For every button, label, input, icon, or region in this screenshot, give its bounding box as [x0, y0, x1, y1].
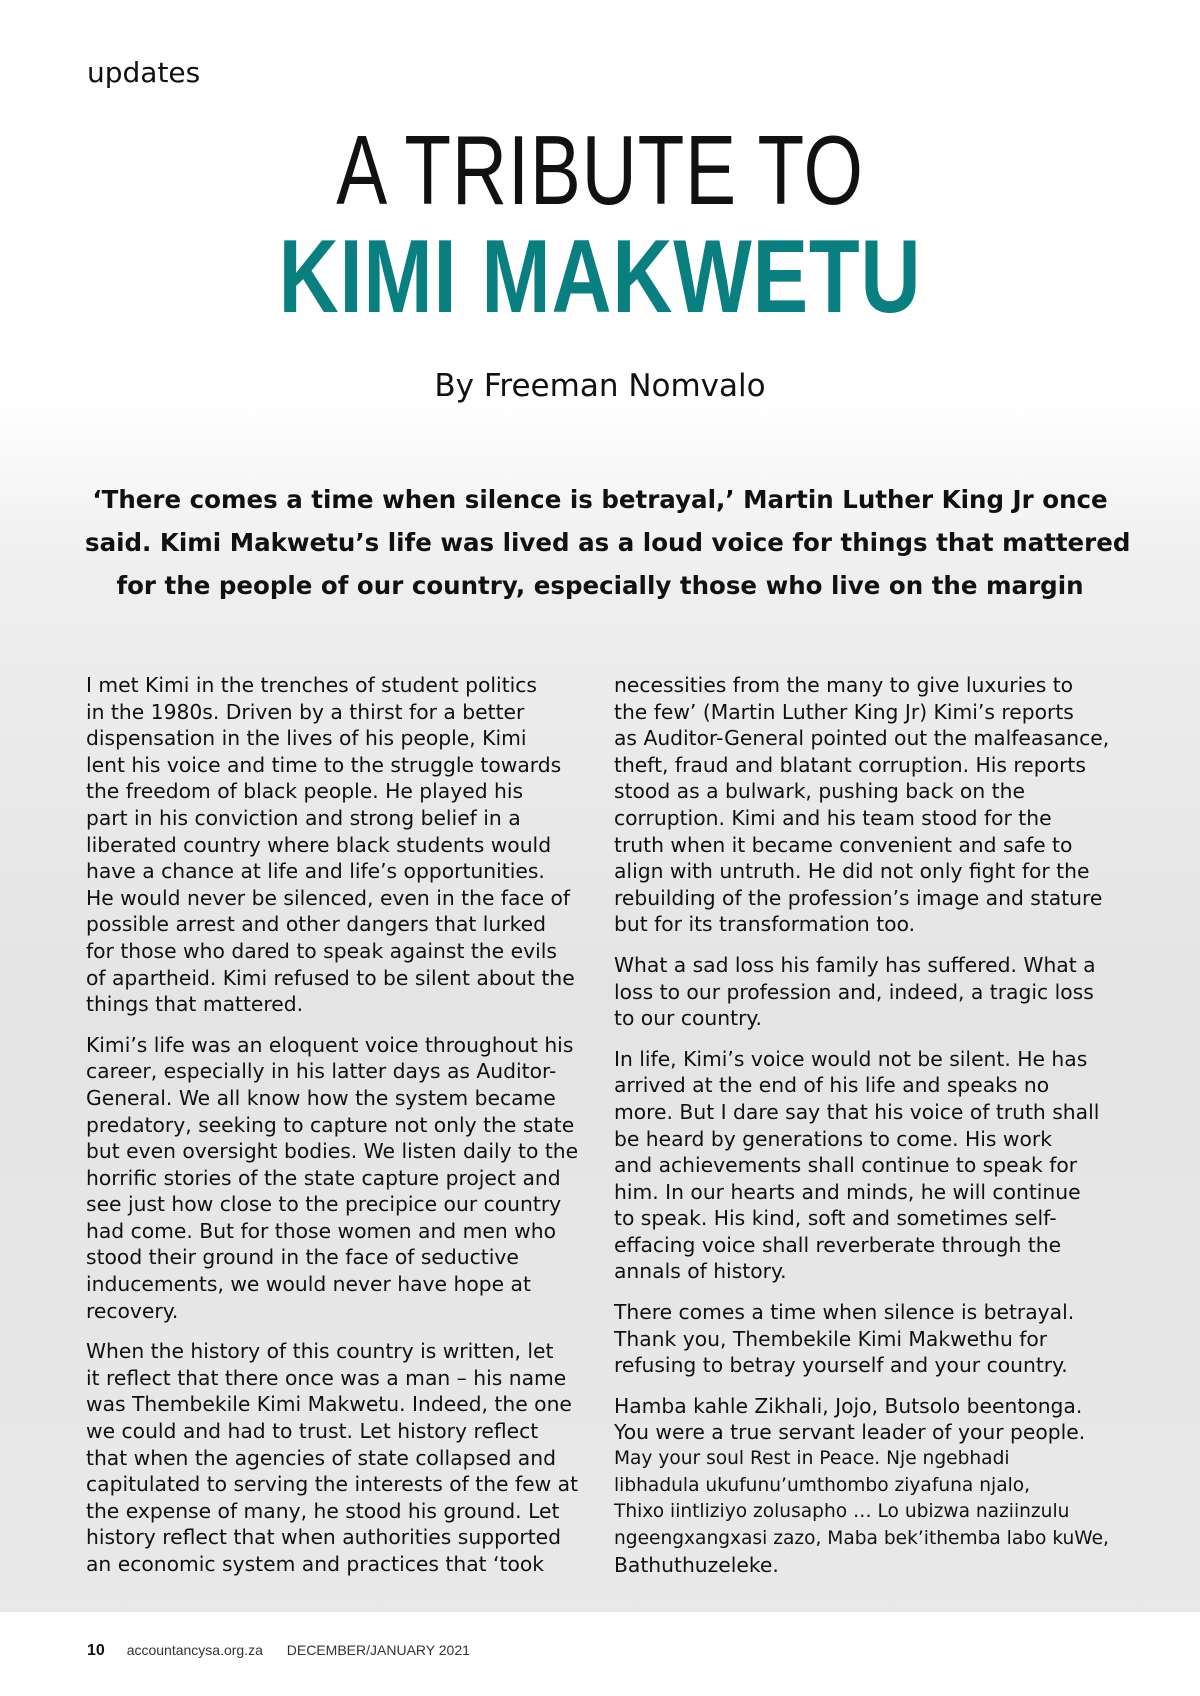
body-line: recovery. [86, 1298, 179, 1323]
body-line: had come. But for those women and men who [86, 1218, 557, 1243]
body-line: arrived at the end of his life and speaks no [614, 1073, 1050, 1098]
body-line: him. In our hearts and minds, he will continue [614, 1179, 1081, 1204]
body-line: capitulated to serving the interests of the few at [86, 1472, 579, 1497]
body-line: lent his voice and time to the struggle towards [86, 752, 562, 777]
body-line: What a sad loss his family has suffered. What a [614, 952, 1096, 977]
body-line: be heard by generations to come. His work [614, 1126, 1052, 1151]
body-column-right [614, 672, 1134, 1593]
body-line: In life, Kimi’s voice would not be silent. He has [614, 1046, 1088, 1071]
body-line: history reflect that when authorities supported [86, 1525, 561, 1550]
body-line: Thank you, Thembekile Kimi Makwethu for [614, 1326, 1048, 1351]
body-line: as Auditor-General pointed out the malfeasance, [614, 726, 1110, 751]
body-line: General. We all know how the system became [86, 1085, 556, 1110]
body-paragraph [614, 1046, 1134, 1285]
body-line: truth when it became convenient and safe to [614, 832, 1073, 857]
body-line: to our country. [614, 1006, 762, 1031]
body-line: refusing to betray yourself and your country. [614, 1353, 1068, 1378]
body-line: an economic system and practices that ‘took [86, 1552, 545, 1576]
issue-date: DECEMBER/JANUARY 2021 [286, 1642, 470, 1658]
body-line: to speak. His kind, soft and sometimes self- [614, 1206, 1057, 1231]
body-line: Thixo iintliziyo zolusapho … Lo ubizwa naziinzulu [614, 1501, 1070, 1523]
section-tag: updates [87, 56, 201, 89]
body-line: May your soul Rest in Peace. Nje ngebhadi [614, 1448, 1010, 1470]
body-line: Bathuthuzeleke. [614, 1553, 779, 1578]
body-line: possible arrest and other dangers that lurked [86, 912, 547, 937]
body-line: of apartheid. Kimi refused to be silent about the [86, 965, 575, 990]
body-line: the few’ (Martin Luther King Jr) Kimi’s reports [614, 699, 1074, 724]
byline: By Freeman Nomvalo [434, 368, 766, 404]
body-line: in the 1980s. Driven by a thirst for a better [86, 699, 525, 724]
body-line: predatory, seeking to capture not only the state [86, 1112, 575, 1137]
body-line: align with untruth. He did not only fight for the [614, 859, 1090, 884]
body-line: it reflect that there once was a man – his name [86, 1365, 567, 1390]
body-line: horrific stories of the state capture project and [86, 1165, 561, 1190]
body-line: When the history of this country is written, let [86, 1339, 554, 1364]
headline-line-1: A TRIBUTE TO [336, 115, 864, 225]
body-paragraph [86, 672, 596, 1018]
body-paragraph [614, 672, 1134, 938]
body-column-left [86, 672, 596, 1592]
body-paragraph [86, 1338, 596, 1577]
body-line: effacing voice shall reverberate through the [614, 1232, 1062, 1257]
body-paragraph [614, 952, 1134, 1032]
body-line: libhadula ukufunu’umthombo ziyafuna njalo, [614, 1474, 1031, 1496]
body-paragraph [614, 1393, 1134, 1579]
website-link[interactable]: accountancysa.org.za [126, 1642, 263, 1658]
body-line: Hamba kahle Zikhali, Jojo, Butsolo beentonga. [614, 1393, 1083, 1418]
standfirst-line: for the people of our country, especially those who live on the margin [116, 571, 1084, 600]
body-line: have a chance at life and life’s opportunities. [86, 859, 545, 884]
body-line: career, especially in his latter days as Auditor- [86, 1059, 557, 1084]
body-paragraph [86, 1032, 596, 1325]
body-line: stood as a bulwark, pushing back on the [614, 779, 1025, 804]
body-line: and achievements shall continue to speak for [614, 1153, 1078, 1178]
body-line: but even oversight bodies. We listen daily to the [86, 1139, 579, 1164]
body-paragraph [614, 1299, 1134, 1379]
body-line: see just how close to the precipice our country [86, 1192, 562, 1217]
body-line: the expense of many, he stood his ground. Let [86, 1498, 560, 1523]
body-line: for those who dared to speak against the evils [86, 938, 557, 963]
body-line: ngeengxangxasi zazo, Maba bek’ithemba labo kuWe, [614, 1527, 1109, 1549]
body-line: the freedom of black people. He played his [86, 779, 524, 804]
body-line: we could and had to trust. Let history reflect [86, 1419, 539, 1444]
body-line: liberated country where black students would [86, 832, 552, 857]
body-line: I met Kimi in the trenches of student politics [86, 673, 538, 697]
body-line: things that mattered. [86, 992, 304, 1017]
body-line: was Thembekile Kimi Makwetu. Indeed, the one [86, 1392, 572, 1417]
body-line: theft, fraud and blatant corruption. His reports [614, 752, 1086, 777]
body-line: He would never be silenced, even in the face of [86, 885, 571, 910]
page-number: 10 [87, 1642, 105, 1659]
body-line: corruption. Kimi and his team stood for the [614, 805, 1052, 830]
page-footer [87, 1642, 470, 1660]
body-line: inducements, we would never have hope at [86, 1272, 531, 1297]
body-line: but for its transformation too. [614, 912, 916, 937]
body-line: Kimi’s life was an eloquent voice throughout his [86, 1032, 574, 1057]
body-line: dispensation in the lives of his people, Kimi [86, 726, 527, 751]
body-line: more. But I dare say that his voice of truth shall [614, 1099, 1100, 1124]
standfirst-line: said. Kimi Makwetu’s life was lived as a loud voice for things that mattered [85, 528, 1131, 557]
body-line: loss to our profession and, indeed, a tragic loss [614, 979, 1094, 1004]
standfirst-line: ‘There comes a time when silence is betrayal,’ Martin Luther King Jr once [92, 485, 1108, 514]
standfirst [85, 478, 1131, 607]
body-line: rebuilding of the profession’s image and stature [614, 885, 1103, 910]
body-line: There comes a time when silence is betrayal. [614, 1300, 1075, 1325]
body-line: annals of history. [614, 1259, 787, 1284]
body-line: that when the agencies of state collapsed and [86, 1445, 556, 1470]
body-line: necessities from the many to give luxuries to [614, 673, 1074, 697]
body-line: part in his conviction and strong belief in a [86, 805, 521, 830]
headline-line-2: KIMI MAKWETU [278, 219, 922, 335]
body-line: stood their ground in the face of seductive [86, 1245, 519, 1270]
body-line: You were a true servant leader of your people. [614, 1420, 1086, 1445]
